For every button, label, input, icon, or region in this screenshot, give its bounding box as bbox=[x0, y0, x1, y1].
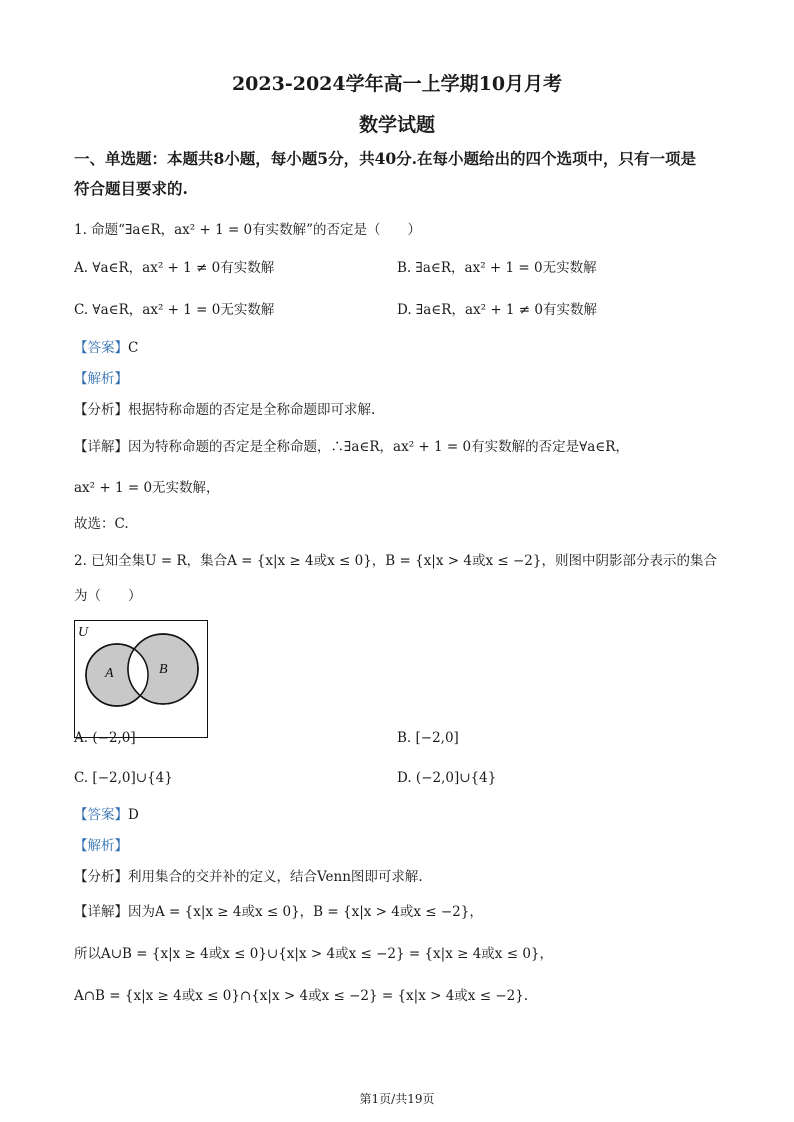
q1-option-c: C. ∀a∈R，ax² + 1 = 0无实数解 bbox=[74, 302, 275, 318]
q1-stem: 1. 命题“∃a∈R，ax² + 1 = 0有实数解”的否定是（ ） bbox=[74, 222, 422, 238]
q1-detail-row bbox=[74, 437, 629, 457]
q1-answer-value: C bbox=[128, 340, 139, 356]
q2-stem-line1: 2. 已知全集U = R，集合A = {x|x ≥ 4或x ≤ 0}，B = {x|x > 4或x ≤ −2}，则图中阴影部分表示的集合 bbox=[74, 553, 717, 569]
q2-detail-line3: A∩B = {x|x ≥ 4或x ≤ 0}∩{x|x > 4或x ≤ −2} = {x|x > 4或x ≤ −2}. bbox=[74, 988, 529, 1004]
q2-analysis-tag: 【解析】 bbox=[74, 838, 128, 854]
q2-detail-text: 因为A = {x|x ≥ 4或x ≤ 0}，B = {x|x > 4或x ≤ −2}， bbox=[128, 904, 483, 920]
section-heading-line2: 符合题目要求的. bbox=[74, 179, 188, 198]
q2-fenxi-tag: 【分析】 bbox=[74, 869, 128, 885]
exam-title: 2023-2024学年高一上学期10月月考 bbox=[231, 73, 563, 95]
q1-detail-text: 因为特称命题的否定是全称命题，∴∃a∈R，ax² + 1 = 0有实数解的否定是∀a∈R， bbox=[128, 439, 629, 455]
venn-diagram bbox=[74, 620, 208, 738]
q1-detail-tag: 【详解】 bbox=[74, 439, 128, 455]
set-b-label: B bbox=[159, 662, 168, 677]
q2-fenxi-text: 利用集合的交并补的定义，结合Venn图即可求解. bbox=[128, 869, 423, 885]
q1-fenxi-tag: 【分析】 bbox=[74, 402, 128, 418]
page-number: 第1页/共19页 bbox=[359, 1092, 435, 1106]
q2-answer-tag: 【答案】 bbox=[74, 807, 128, 823]
q2-option-a: A. (−2,0] bbox=[74, 730, 136, 746]
q1-fenxi-text: 根据特称命题的否定是全称命题即可求解. bbox=[128, 402, 376, 418]
q1-fenxi-row bbox=[74, 400, 375, 420]
q1-option-d: D. ∃a∈R，ax² + 1 ≠ 0有实数解 bbox=[397, 302, 597, 318]
section-heading-line1: 一、单选题：本题共8小题，每小题5分，共40分.在每小题给出的四个选项中，只有一项是 bbox=[74, 149, 697, 168]
q2-option-b: B. [−2,0] bbox=[397, 730, 459, 746]
venn-svg bbox=[75, 621, 209, 739]
set-a-label: A bbox=[105, 666, 114, 681]
q2-analysis-row bbox=[74, 836, 128, 856]
q2-detail-line2: 所以A∪B = {x|x ≥ 4或x ≤ 0}∪{x|x > 4或x ≤ −2} = {x|x ≥ 4或x ≤ 0}， bbox=[74, 946, 553, 962]
q1-detail-line2: ax² + 1 = 0无实数解， bbox=[74, 480, 220, 496]
q1-conclusion: 故选：C. bbox=[74, 516, 129, 532]
q2-detail-row bbox=[74, 902, 483, 922]
q1-analysis-tag: 【解析】 bbox=[74, 371, 128, 387]
q1-answer-row bbox=[74, 338, 138, 358]
q2-fenxi-row bbox=[74, 867, 423, 887]
q1-option-a: A. ∀a∈R，ax² + 1 ≠ 0有实数解 bbox=[74, 260, 275, 276]
universe-label: U bbox=[78, 625, 89, 640]
q2-option-d: D. (−2,0]∪{4} bbox=[397, 770, 497, 786]
q2-answer-value: D bbox=[128, 807, 139, 823]
q2-option-c: C. [−2,0]∪{4} bbox=[74, 770, 173, 786]
q1-answer-tag: 【答案】 bbox=[74, 340, 128, 356]
exam-subtitle: 数学试题 bbox=[358, 114, 435, 136]
q2-detail-tag: 【详解】 bbox=[74, 904, 128, 920]
q1-analysis-row bbox=[74, 369, 128, 389]
q2-stem-line2: 为（ ） bbox=[74, 588, 142, 604]
q2-answer-row bbox=[74, 805, 139, 825]
q1-option-b: B. ∃a∈R，ax² + 1 = 0无实数解 bbox=[397, 260, 597, 276]
